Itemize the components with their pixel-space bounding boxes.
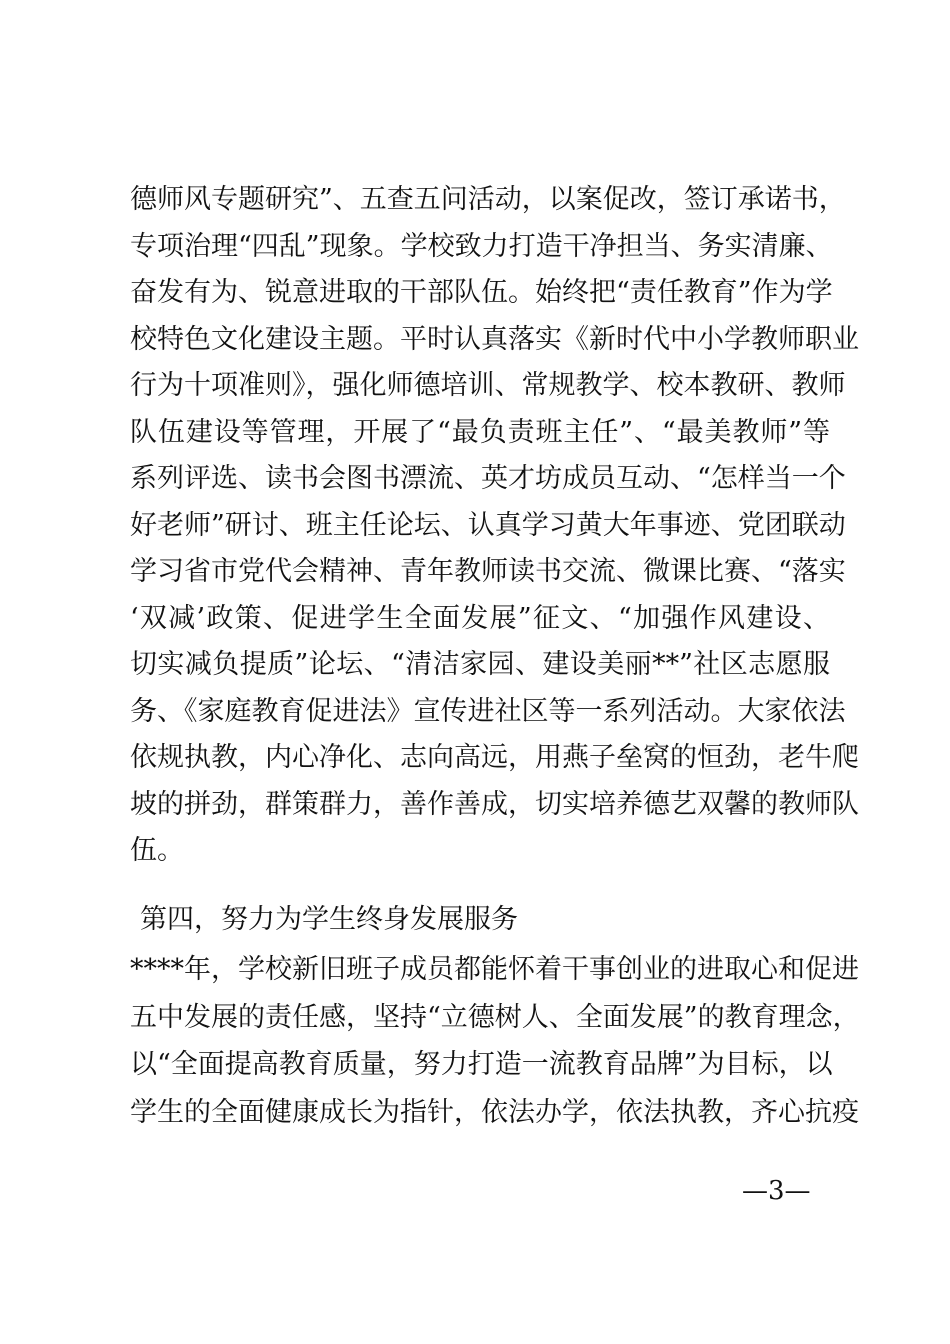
- section-heading: 第四，努力为学生终身发展服务: [140, 904, 518, 935]
- text-line: 行为十项准则》，强化师德培训、常规教学、校本教研、教师: [130, 370, 846, 401]
- text-line: 学生的全面健康成长为指针，依法办学，依法执教，齐心抗疫: [130, 1096, 859, 1128]
- text-line: 务、《家庭教育促进法》宣传进社区等一系列活动。大家依法: [130, 695, 846, 727]
- text-line: 队伍建设等管理，开展了“最负责班主任”、“最美教师”等: [130, 416, 830, 448]
- page-number: —3—: [742, 1176, 811, 1206]
- text-line: ‘双减’政策、促进学生全面发展”征文、“加强作风建设、: [130, 602, 830, 634]
- text-line: 坡的拼劲，群策群力，善作善成，切实培养德艺双馨的教师队: [130, 788, 859, 820]
- text-line: 系列评选、读书会图书漂流、英才坊成员互动、“怎样当一个: [130, 463, 846, 494]
- text-line: 五中发展的责任感，坚持“立德树人、全面发展”的教育理念，: [130, 1001, 860, 1033]
- text-line: 依规执教，内心净化、志向高远，用燕子垒窝的恒劲，老牛爬: [130, 742, 859, 773]
- text-line: 伍。: [130, 835, 184, 866]
- text-line: 切实减负提质”论坛、“清洁家园、建设美丽**”社区志愿服: [130, 649, 830, 680]
- text-line: ****年，学校新旧班子成员都能怀着干事创业的进取心和促进: [130, 954, 859, 985]
- text-line: 奋发有为、锐意进取的干部队伍。始终把“责任教育”作为学: [130, 277, 833, 308]
- text-line: 校特色文化建设主题。平时认真落实《新时代中小学教师职业: [130, 323, 859, 355]
- text-line: 专项治理“四乱”现象。学校致力打造干净担当、务实清廉、: [130, 230, 833, 262]
- text-line: 学习省市党代会精神、青年教师读书交流、微课比赛、“落实: [130, 556, 846, 587]
- text-line: 德师风专题研究”、五查五问活动，以案促改，签订承诺书，: [130, 184, 846, 215]
- text-line: 好老师”研讨、班主任论坛、认真学习黄大年事迹、党团联动: [130, 509, 846, 541]
- text-line: 以“全面提高教育质量，努力打造一流教育品牌”为目标，以: [130, 1049, 833, 1080]
